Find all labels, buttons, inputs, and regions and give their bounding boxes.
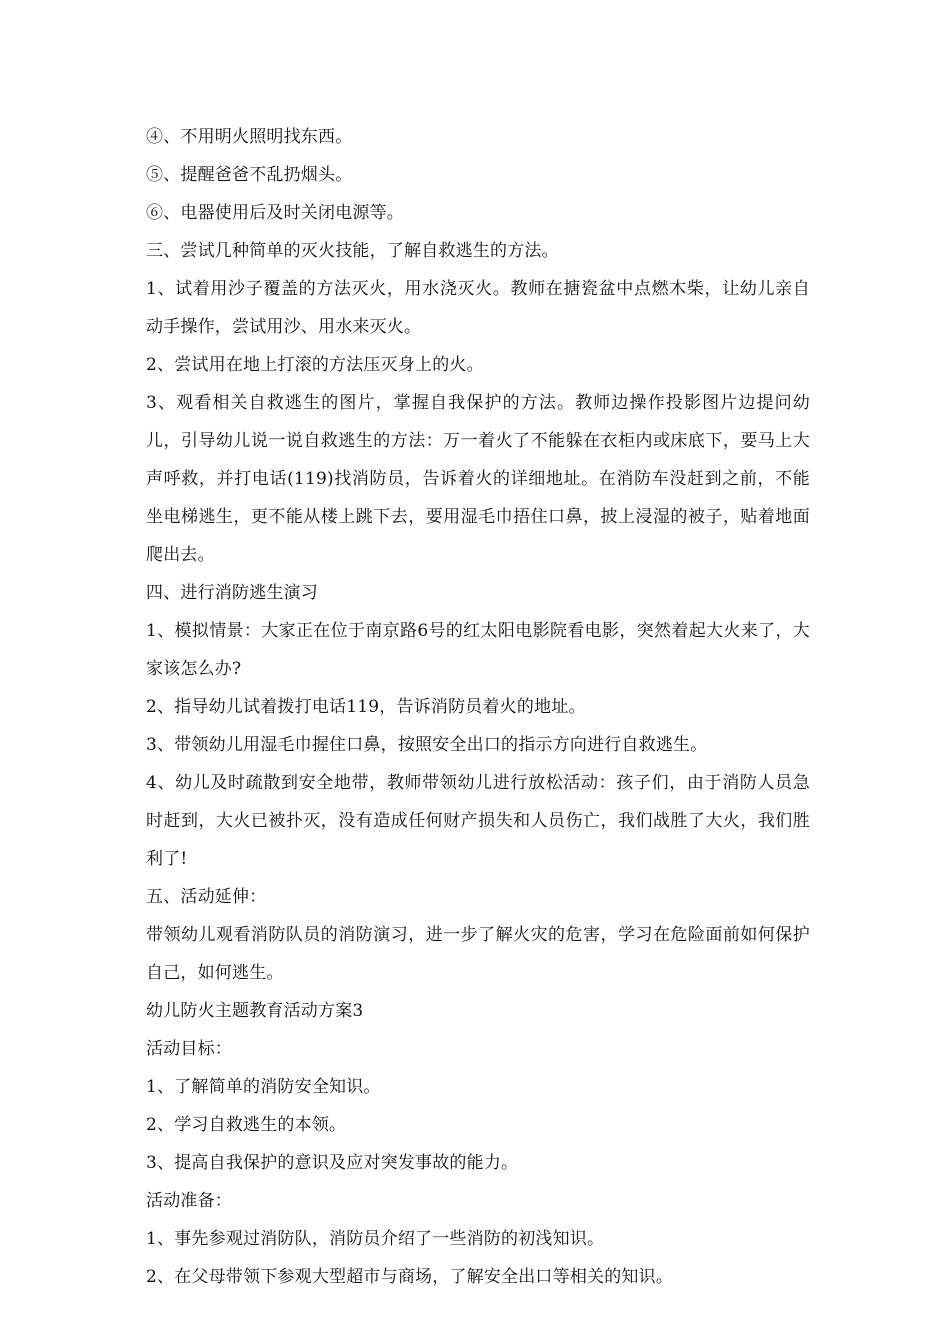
paragraph: 2、尝试用在地上打滚的方法压灭身上的火。: [146, 355, 484, 375]
list-item: 1、了解简单的消防安全知识。: [146, 1077, 381, 1097]
section-heading: 活动准备：: [146, 1191, 232, 1211]
list-item: 3、提高自我保护的意识及应对突发事故的能力。: [146, 1153, 519, 1173]
list-item: 1、事先参观过消防队，消防员介绍了一些消防的初浅知识。: [146, 1229, 605, 1249]
section-heading: 四、进行消防逃生演习: [146, 583, 318, 603]
document-body: [146, 118, 810, 1296]
paragraph: 3、观看相关自救逃生的图片，掌握自我保护的方法。教师边操作投影图片边提问幼儿，引导幼儿说一说自救逃生的方法：万一着火了不能躲在衣柜内或床底下，要马上大声呼救，并打电话(119)找消防员，告诉着火的详细地址。在消防车没赶到之前，不能坐电梯逃生，更不能从楼上跳下去，要用湿毛巾捂住口鼻，披上浸湿的被子，贴着地面爬出去。: [146, 393, 810, 565]
paragraph: 带领幼儿观看消防队员的消防演习，进一步了解火灾的危害，学习在危险面前如何保护自己，如何逃生。: [146, 925, 810, 983]
section-heading: 五、活动延伸：: [146, 887, 267, 907]
list-item: ⑤、提醒爸爸不乱扔烟头。: [146, 165, 353, 185]
paragraph: 1、试着用沙子覆盖的方法灭火，用水浇灭火。教师在搪瓷盆中点燃木柴，让幼儿亲自动手操作，尝试用沙、用水来灭火。: [146, 279, 810, 337]
section-heading: 活动目标：: [146, 1039, 232, 1059]
paragraph: 4、幼儿及时疏散到安全地带，教师带领幼儿进行放松活动：孩子们，由于消防人员急时赶到，大火已被扑灭，没有造成任何财产损失和人员伤亡，我们战胜了大火，我们胜利了!: [146, 773, 810, 869]
list-item: 2、在父母带领下参观大型超市与商场，了解安全出口等相关的知识。: [146, 1267, 674, 1287]
list-item: ④、不用明火照明找东西。: [146, 127, 353, 147]
document-title: 幼儿防火主题教育活动方案3: [146, 1001, 364, 1021]
paragraph: 3、带领幼儿用湿毛巾握住口鼻，按照安全出口的指示方向进行自救逃生。: [146, 735, 708, 755]
list-item: 2、学习自救逃生的本领。: [146, 1115, 347, 1135]
paragraph: 1、模拟情景：大家正在位于南京路6号的红太阳电影院看电影，突然着起大火来了，大家该怎么办?: [146, 621, 810, 679]
section-heading: 三、尝试几种简单的灭火技能，了解自救逃生的方法。: [146, 241, 559, 261]
paragraph: 2、指导幼儿试着拨打电话119，告诉消防员着火的地址。: [146, 697, 586, 717]
list-item: ⑥、电器使用后及时关闭电源等。: [146, 203, 404, 223]
